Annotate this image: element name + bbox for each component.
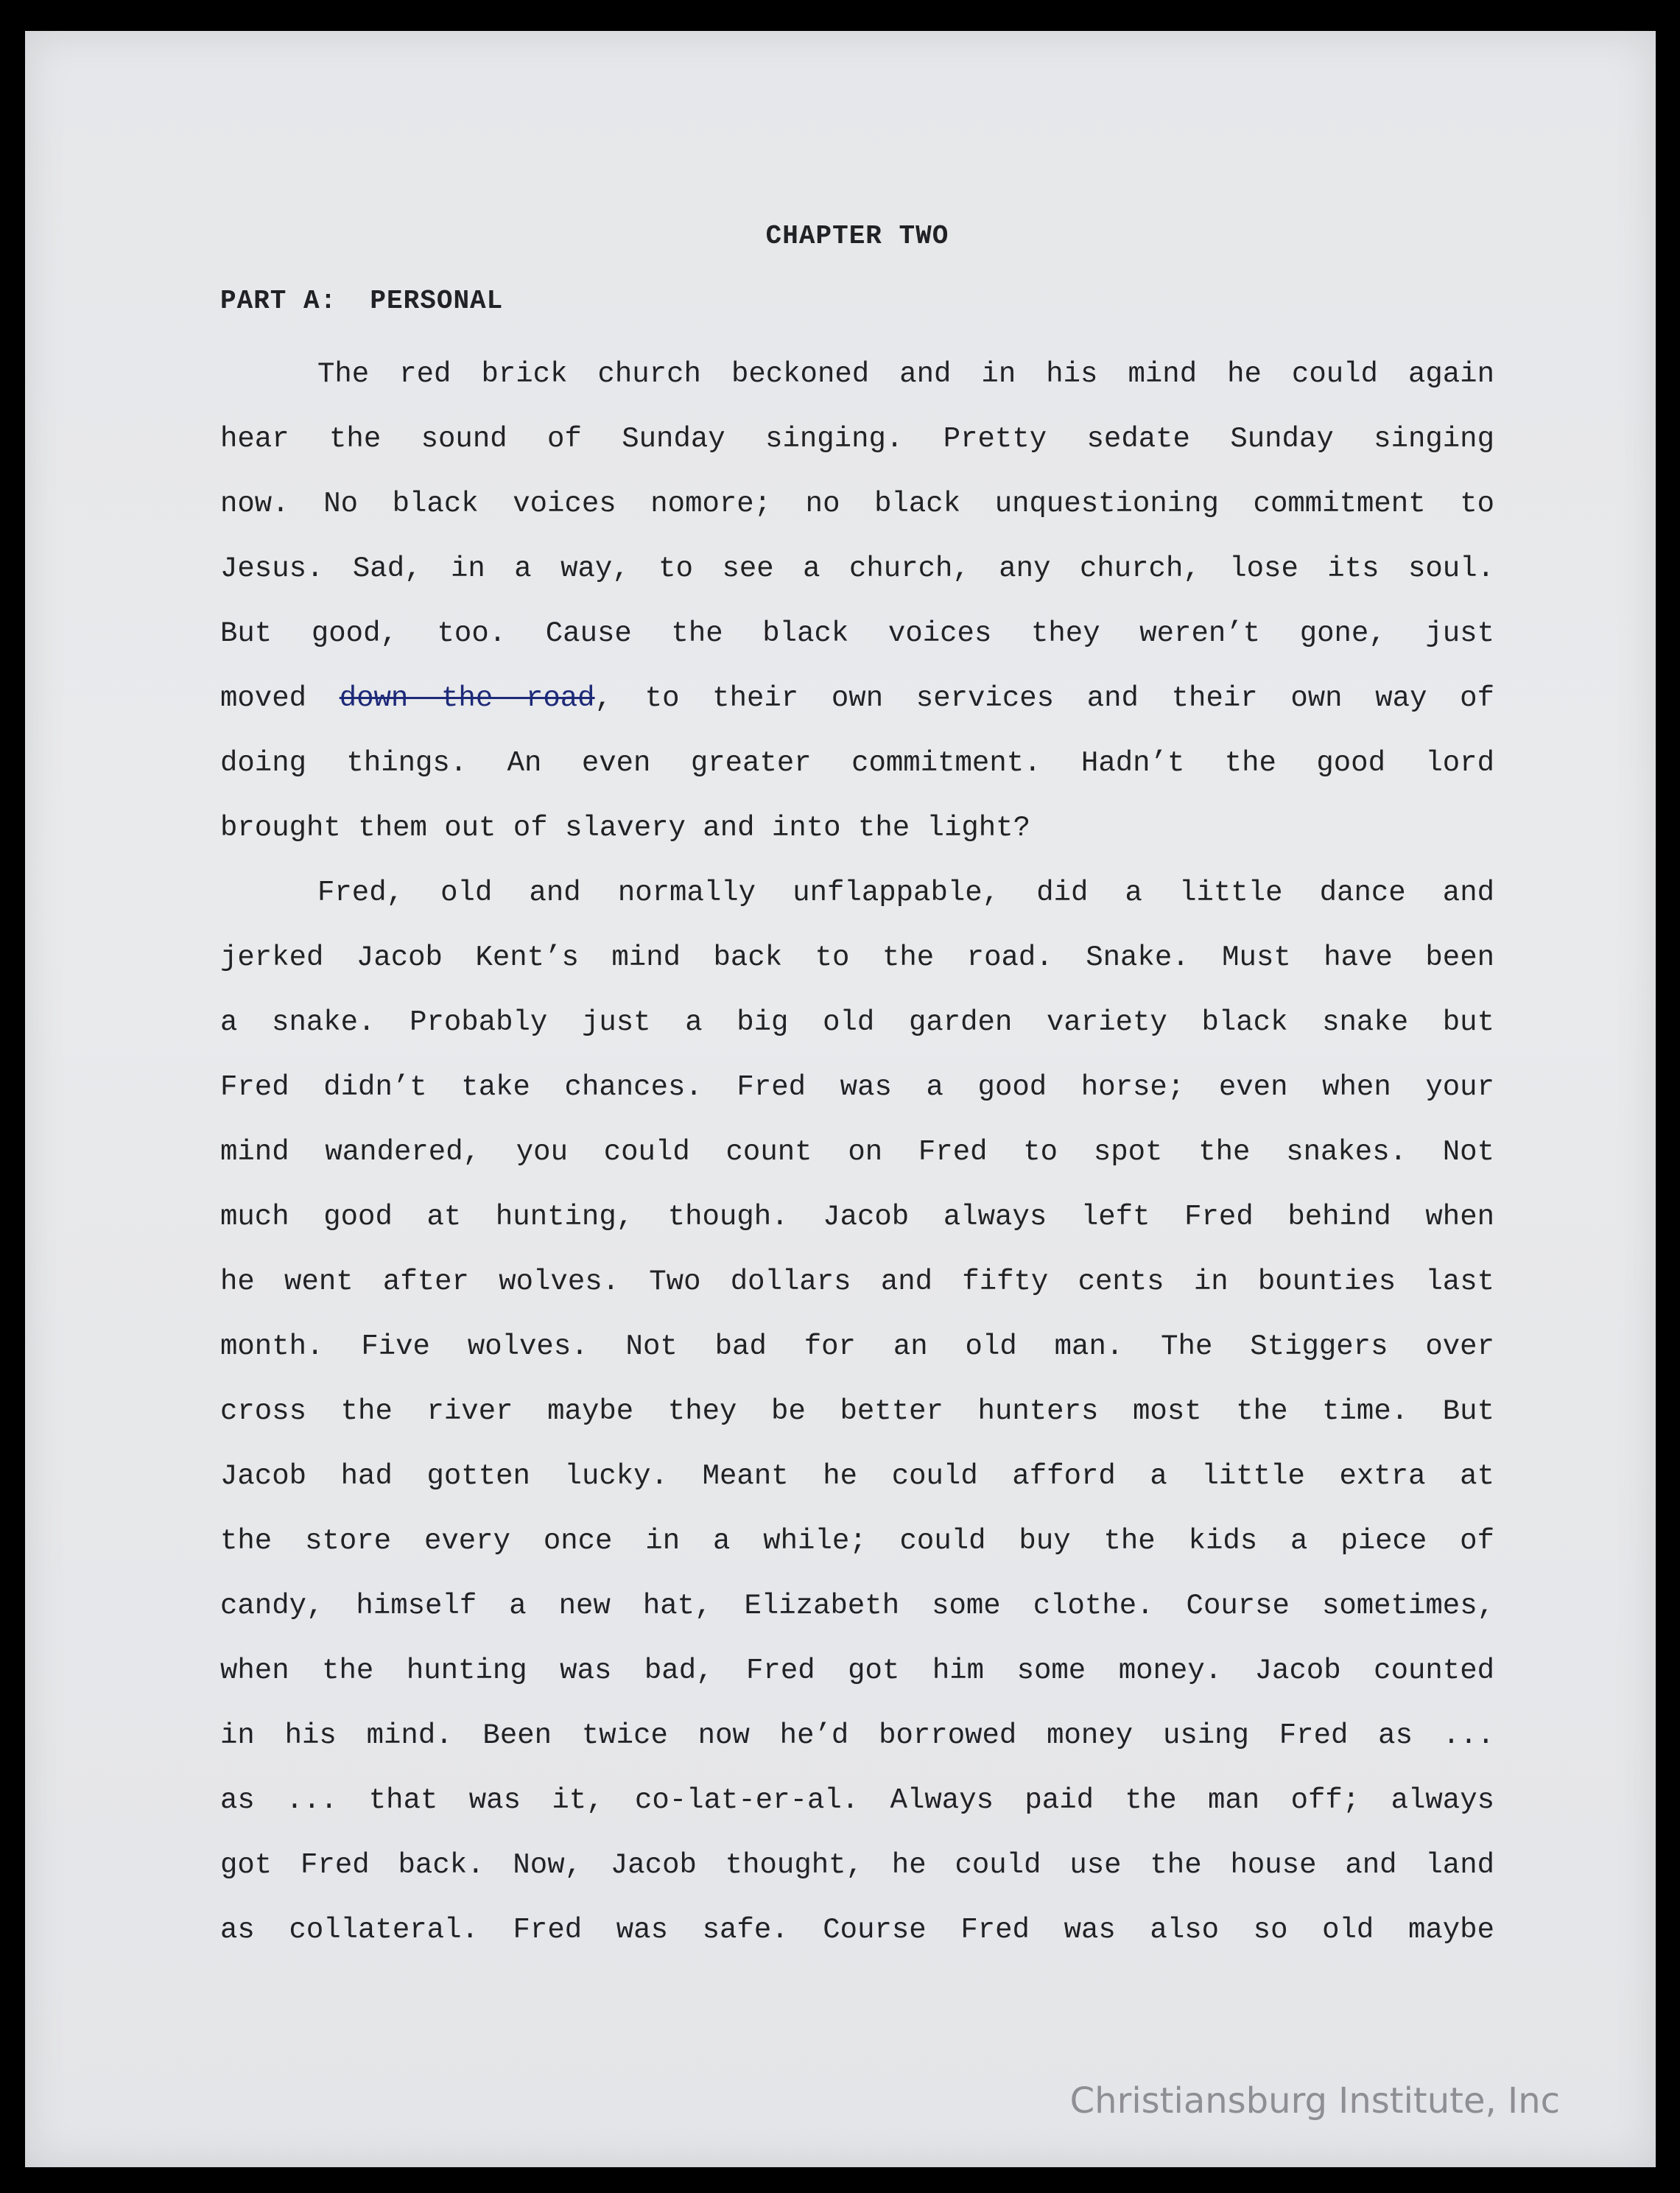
watermark: Christiansburg Institute, Inc	[1069, 2080, 1560, 2122]
paragraph-2-line-5: mind wandered, you could count on Fred to spot the snakes. Not	[220, 1136, 1494, 1168]
chapter-title: CHAPTER TWO	[765, 221, 949, 251]
paragraph-2-line-7: he went after wolves. Two dollars and fifty cents in bounties last	[220, 1266, 1494, 1298]
part-heading: PART A: PERSONAL	[220, 286, 504, 316]
paragraph-2-line-2: jerked Jacob Kent’s mind back to the road. Snake. Must have been	[220, 941, 1494, 974]
paragraph-2-line-15: as ... that was it, co-lat-er-al. Always paid the man off; always	[220, 1784, 1494, 1817]
paragraph-1-line-1: The red brick church beckoned and in his mind he could again	[317, 358, 1494, 390]
paragraph-1-line-7: doing things. An even greater commitment. Hadn’t the good lord	[220, 747, 1494, 779]
paragraph-2-line-17: as collateral. Fred was safe. Course Fred was also so old maybe	[220, 1914, 1494, 1946]
paragraph-1-line-4: Jesus. Sad, in a way, to see a church, any church, lose its soul.	[220, 552, 1494, 585]
line-6-after: , to their own services and their own way of	[594, 682, 1494, 715]
paragraph-1-line-6	[220, 678, 1494, 719]
paragraph-2-line-12: candy, himself a new hat, Elizabeth some clothe. Course sometimes,	[220, 1590, 1494, 1622]
struck-through-text: down the road	[339, 682, 595, 715]
paragraph-1-line-2: hear the sound of Sunday singing. Pretty sedate Sunday singing	[220, 423, 1494, 455]
paragraph-2-line-11: the store every once in a while; could buy the kids a piece of	[220, 1525, 1494, 1557]
line-6-before: moved	[220, 682, 340, 715]
paragraph-2-line-1: Fred, old and normally unflappable, did a little dance and	[317, 877, 1494, 909]
document-page	[25, 31, 1656, 2167]
paragraph-2-line-6: much good at hunting, though. Jacob always left Fred behind when	[220, 1201, 1494, 1233]
paragraph-2-line-8: month. Five wolves. Not bad for an old man. The Stiggers over	[220, 1330, 1494, 1363]
paragraph-2-line-13: when the hunting was bad, Fred got him some money. Jacob counted	[220, 1655, 1494, 1687]
paragraph-2-line-9: cross the river maybe they be better hunters most the time. But	[220, 1395, 1494, 1428]
paragraph-1-line-8: brought them out of slavery and into the light?	[220, 812, 1030, 844]
paragraph-2-line-14: in his mind. Been twice now he’d borrowed money using Fred as ...	[220, 1719, 1494, 1752]
paragraph-2-line-4: Fred didn’t take chances. Fred was a good horse; even when your	[220, 1071, 1494, 1103]
paragraph-2-line-10: Jacob had gotten lucky. Meant he could afford a little extra at	[220, 1460, 1494, 1492]
paragraph-2-line-3: a snake. Probably just a big old garden variety black snake but	[220, 1006, 1494, 1039]
paragraph-1-line-3: now. No black voices nomore; no black unquestioning commitment to	[220, 488, 1494, 520]
paragraph-1-line-5: But good, too. Cause the black voices they weren’t gone, just	[220, 617, 1494, 650]
paragraph-2-line-16: got Fred back. Now, Jacob thought, he could use the house and land	[220, 1849, 1494, 1881]
